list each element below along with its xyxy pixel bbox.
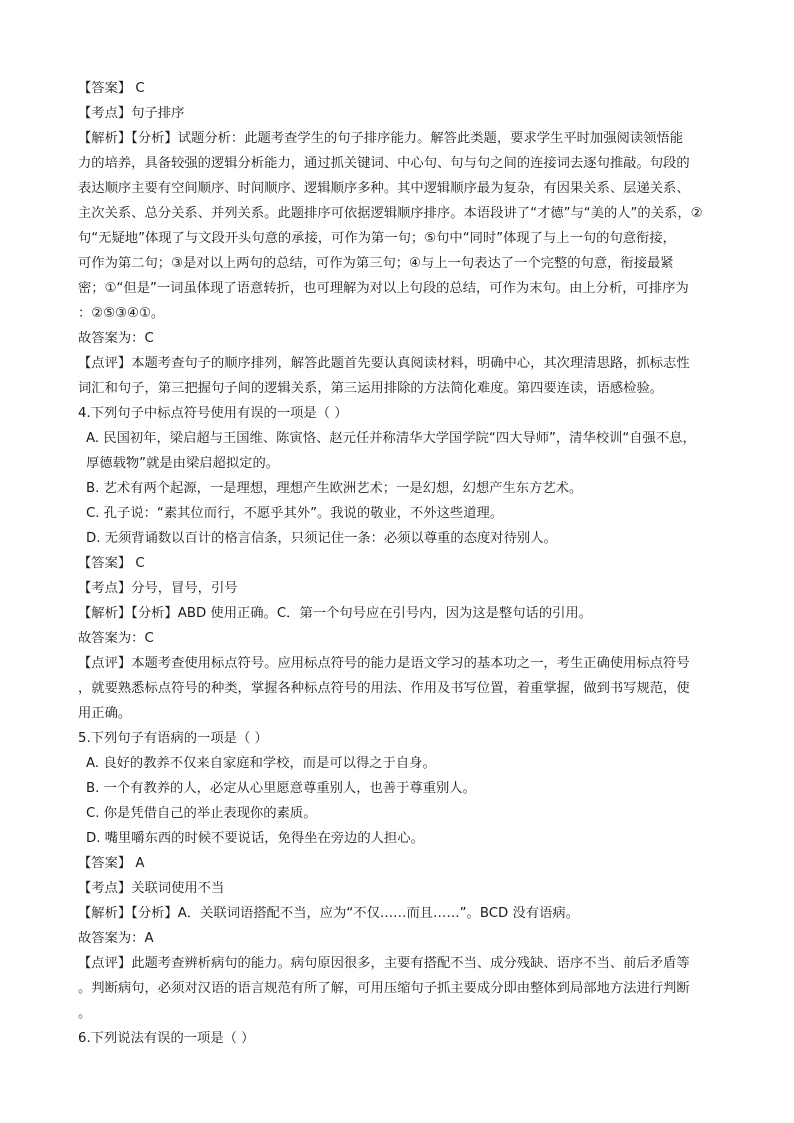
text-line: 句“无疑地”体现了与文段开头句意的承接，可作为第一句；⑤句中“同时”体现了与上一句的句意衔接， xyxy=(78,231,676,246)
line-text: 句子排序 xyxy=(131,106,185,121)
answer-option: A. 良好的教养不仅来自家庭和学校，而是可以得之于自身。 xyxy=(86,756,436,771)
labeled-line xyxy=(78,951,724,976)
labeled-line xyxy=(78,551,724,576)
section-tag: 【点评】 xyxy=(78,656,132,671)
line-text: A xyxy=(131,856,145,871)
section-tag: 【答案】 xyxy=(78,556,132,571)
text-line: ：②⑤③④①。 xyxy=(78,306,165,321)
document-page xyxy=(78,76,724,1051)
text-line: 词汇和句子，第三把握句子间的逻辑关系，第三运用排除的方法简化难度。第四要连读，语感检验。 xyxy=(78,381,664,396)
answer-option: D. 无须背诵数以百计的格言信条，只须记住一条：必须以尊重的态度对待别人。 xyxy=(86,531,557,546)
text-line: 6.下列说法有误的一项是（ ） xyxy=(78,1031,255,1046)
text-line: 可作为第二句；③是对以上两句的总结，可作为第三句；④与上一句表达了一个完整的句意，衔接最紧 xyxy=(78,256,674,271)
text-line: 密；①“但是”一词虽体现了语意转折，也可理解为对以上句段的总结，可作为末句。由上分析，可排序为 xyxy=(78,281,689,296)
labeled-line xyxy=(78,351,724,376)
answer-option: C. 孔子说：“素其位而行，不愿乎其外”。我说的敬业，不外这些道理。 xyxy=(86,506,504,521)
section-tag: 【点评】 xyxy=(78,956,132,971)
answer-option: B. 一个有教养的人，必定从心里愿意尊重别人，也善于尊重别人。 xyxy=(86,781,476,796)
text-line: 4.下列句子中标点符号使用有误的一项是（ ） xyxy=(78,406,348,421)
labeled-line xyxy=(78,576,724,601)
line-text: 此题考查辨析病句的能力。病句原因很多，主要有搭配不当、成分残缺、语序不当、前后矛盾等 xyxy=(131,956,690,971)
section-tag: 【答案】 xyxy=(78,856,132,871)
text-line: 5.下列句子有语病的一项是（ ） xyxy=(78,731,268,746)
labeled-line xyxy=(78,876,724,901)
line-text: 本题考查句子的顺序排列，解答此题首先要认真阅读材料，明确中心，其次理清思路，抓标志性 xyxy=(131,356,690,371)
section-tag: 【解析】 xyxy=(78,606,132,621)
line-text: 【分析】ABD 使用正确。C．第一个句号应在引号内，因为这是整句话的引用。 xyxy=(131,606,593,621)
text-line: 。判断病句，必须对汉语的语言规范有所了解，可用压缩句子抓主要成分即由整体到局部地方法进行判断 xyxy=(78,981,690,996)
line-text: C xyxy=(131,81,145,96)
section-tag: 【点评】 xyxy=(78,356,132,371)
section-tag: 【考点】 xyxy=(78,881,132,896)
labeled-line xyxy=(78,101,724,126)
line-text: 分号，冒号，引号 xyxy=(131,581,238,596)
text-line: 力的培养，具备较强的逻辑分析能力，通过抓关键词、中心句、句与句之间的连接词去逐句推敲。句段的 xyxy=(78,156,690,171)
text-line: 故答案为：C xyxy=(78,631,154,646)
labeled-line xyxy=(78,901,724,926)
labeled-line xyxy=(78,651,724,676)
labeled-line xyxy=(78,76,724,101)
section-tag: 【解析】 xyxy=(78,906,132,921)
line-text: 【分析】试题分析：此题考查学生的句子排序能力。解答此类题，要求学生平时加强阅读领悟能 xyxy=(131,131,684,146)
section-tag: 【考点】 xyxy=(78,106,132,121)
labeled-line xyxy=(78,126,724,151)
answer-option: C. 你是凭借自己的举止表现你的素质。 xyxy=(86,806,317,821)
answer-option: D. 嘴里嚼东西的时候不要说话，免得坐在旁边的人担心。 xyxy=(86,831,424,846)
text-line: ，就要熟悉标点符号的种类，掌握各种标点符号的用法、作用及书写位置，着重掌握，做到书写规范，使 xyxy=(78,681,690,696)
text-line: 。 xyxy=(78,1006,92,1021)
text-line: 主次关系、总分关系、并列关系。此题排序可依据逻辑顺序排序。本语段讲了“才德”与“美的人”的关系，② xyxy=(78,206,703,221)
labeled-line xyxy=(78,601,724,626)
answer-option: B. 艺术有两个起源，一是理想，理想产生欧洲艺术；一是幻想，幻想产生东方艺术。 xyxy=(86,481,583,496)
section-tag: 【解析】 xyxy=(78,131,132,146)
text-line: 用正确。 xyxy=(78,706,132,721)
line-text: 本题考查使用标点符号。应用标点符号的能力是语文学习的基本功之一，考生正确使用标点符号 xyxy=(131,656,690,671)
line-text: 关联词使用不当 xyxy=(131,881,225,896)
section-tag: 【考点】 xyxy=(78,581,132,596)
line-text: C xyxy=(131,556,145,571)
text-line: 故答案为：A xyxy=(78,931,154,946)
line-text: 【分析】A．关联词语搭配不当，应为“不仅……而且……”。BCD 没有语病。 xyxy=(131,906,579,921)
labeled-line xyxy=(78,851,724,876)
answer-option: A. 民国初年，梁启超与王国维、陈寅恪、赵元任并称清华大学国学院“四大导师”，清华校训“自强不息， xyxy=(86,431,696,446)
answer-option-continued: 厚德载物”就是由梁启超拟定的。 xyxy=(86,456,280,471)
section-tag: 【答案】 xyxy=(78,81,132,96)
text-line: 故答案为：C xyxy=(78,331,154,346)
text-line: 表达顺序主要有空间顺序、时间顺序、逻辑顺序多种。其中逻辑顺序最为复杂，有因果关系、层递关系、 xyxy=(78,181,690,196)
